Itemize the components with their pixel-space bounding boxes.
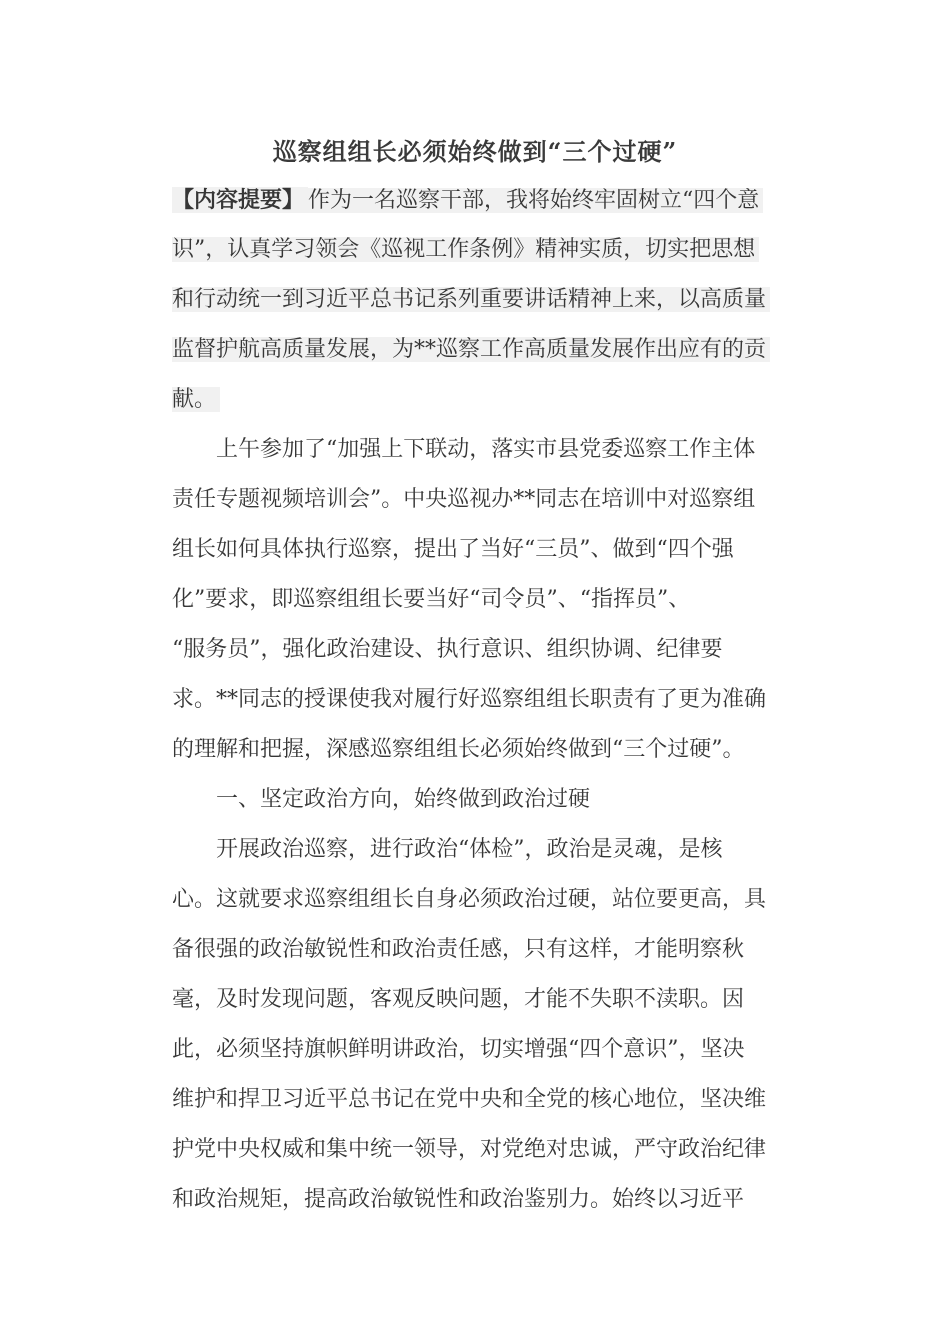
summary-line [172,282,770,318]
summary-text: 献。 [172,387,220,412]
paragraph-line: 护党中央权威和集中统一领导，对党绝对忠诚，严守政治纪律 [172,1137,767,1162]
summary-line [172,332,770,368]
summary-text: 识”，认真学习领会《巡视工作条例》精神实质，切实把思想 [172,237,759,262]
paragraph-line: 化”要求，即巡察组组长要当好“司令员”、“指挥员”、 [172,587,691,612]
paragraph-line: 毫，及时发现问题，客观反映问题，才能不失职不渎职。因 [172,987,745,1012]
document-title: 巡察组组长必须始终做到“三个过硬” [272,137,678,166]
summary-text: 监督护航高质量发展，为**巡察工作高质量发展作出应有的贡 [172,337,770,362]
paragraph-line: 此，必须坚持旗帜鲜明讲政治，切实增强“四个意识”，坚决 [172,1037,745,1062]
paragraph-line: 备很强的政治敏锐性和政治责任感，只有这样，才能明察秋 [172,937,745,962]
paragraph-line: 上午参加了“加强上下联动，落实市县党委巡察工作主体 [172,437,756,462]
paragraph-line: 和政治规矩，提高政治敏锐性和政治鉴别力。始终以习近平 [172,1187,745,1212]
section-heading: 一、坚定政治方向，始终做到政治过硬 [172,787,591,812]
summary-text: 和行动统一到习近平总书记系列重要讲话精神上来，以高质量 [172,287,770,312]
paragraph-line: 开展政治巡察，进行政治“体检”，政治是灵魂，是核 [172,837,723,862]
summary-line [172,232,759,268]
paragraph-line: 维护和捍卫习近平总书记在党中央和全党的核心地位，坚决维 [172,1087,767,1112]
paragraph-line: “服务员”，强化政治建设、执行意识、组织协调、纪律要 [172,637,723,662]
paragraph-line: 组长如何具体执行巡察，提出了当好“三员”、做到“四个强 [172,537,734,562]
paragraph-line: 求。**同志的授课使我对履行好巡察组组长职责有了更为准确 [172,687,767,712]
summary-line [172,182,763,218]
summary-label: 【内容提要】 [172,187,308,213]
summary-line [172,382,220,418]
paragraph-line: 的理解和把握，深感巡察组组长必须始终做到“三个过硬”。 [172,737,745,762]
paragraph-line: 责任专题视频培训会”。中央巡视办**同志在培训中对巡察组 [172,487,756,512]
paragraph-line: 心。这就要求巡察组组长自身必须政治过硬，站位要更高，具 [172,887,767,912]
summary-text: 作为一名巡察干部，我将始终牢固树立“四个意 [308,188,763,213]
